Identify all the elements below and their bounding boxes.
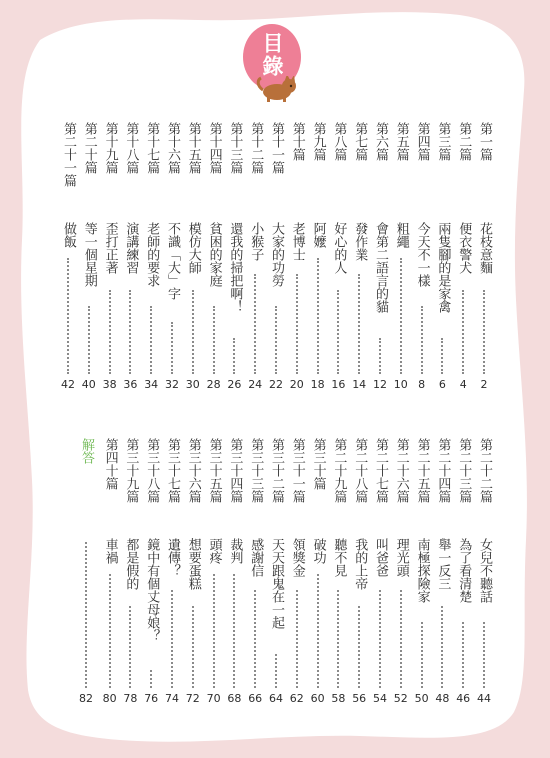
chapter-number: 第二十六篇 — [393, 438, 409, 503]
leader-dots — [171, 322, 173, 374]
chapter-title: 天天跟鬼在一起 — [269, 538, 284, 629]
chapter-number: 第三篇 — [435, 122, 451, 161]
chapter-number: 第三十三篇 — [248, 438, 264, 503]
chapter-title: 做飯 — [61, 222, 76, 248]
chapter-title: 都是假的 — [123, 538, 139, 590]
leader-dots — [150, 670, 152, 688]
chapter-title: 南極探險家 — [414, 538, 430, 603]
chapter-number: 第十九篇 — [102, 122, 118, 174]
chapter-number: 第七篇 — [352, 122, 368, 161]
page-number: 48 — [435, 692, 450, 705]
leader-dots — [337, 590, 339, 688]
chapter-title: 老博士 — [289, 222, 305, 261]
chapter-number: 第十二篇 — [248, 122, 264, 174]
chapter-title: 鏡中有個丈母娘？ — [144, 538, 160, 642]
page-number: 56 — [352, 692, 367, 705]
leader-dots — [85, 542, 87, 688]
page-number: 80 — [102, 692, 117, 705]
chapter-title: 還我的掃把啊！ — [227, 222, 243, 313]
leader-dots — [317, 574, 319, 688]
chapter-number: 第六篇 — [373, 122, 388, 161]
leader-dots — [483, 290, 485, 374]
chapter-number: 第二十篇 — [81, 122, 97, 174]
leader-dots — [379, 338, 381, 374]
leader-dots — [275, 306, 277, 374]
leader-dots — [213, 306, 215, 374]
page-number: 62 — [289, 692, 304, 705]
leader-dots — [358, 274, 360, 374]
leader-dots — [358, 606, 360, 688]
leader-dots — [379, 590, 381, 688]
chapter-number: 第五篇 — [393, 122, 409, 161]
page-number: 28 — [206, 378, 221, 391]
chapter-number: 第二十四篇 — [435, 438, 451, 503]
leader-dots — [254, 590, 256, 688]
cat-icon — [255, 76, 301, 102]
leader-dots — [275, 654, 277, 688]
chapter-title: 大家的功勞 — [269, 222, 284, 287]
chapter-number: 第三十八篇 — [144, 438, 160, 503]
page-number: 58 — [331, 692, 346, 705]
page-number: 44 — [477, 692, 491, 705]
chapter-number: 第一篇 — [477, 122, 492, 161]
leader-dots — [109, 290, 111, 374]
chapter-title: 領獎金 — [289, 538, 305, 577]
leader-dots — [192, 606, 194, 688]
page-number: 24 — [248, 378, 263, 391]
page-number: 20 — [289, 378, 304, 391]
page-number: 60 — [310, 692, 325, 705]
chapter-title: 感謝信 — [248, 538, 264, 577]
leader-dots — [317, 258, 319, 374]
chapter-title: 聽不見 — [331, 538, 347, 577]
page-number: 26 — [227, 378, 242, 391]
chapter-number: 第三十九篇 — [123, 438, 139, 503]
page-number: 30 — [185, 378, 200, 391]
leader-dots — [441, 606, 443, 688]
chapter-number: 第八篇 — [331, 122, 347, 161]
chapter-number: 第十七篇 — [144, 122, 160, 174]
page-number: 2 — [480, 378, 488, 391]
chapter-number: 第三十二篇 — [269, 438, 284, 503]
page-number: 70 — [206, 692, 221, 705]
chapter-number: 第三十一篇 — [289, 438, 305, 503]
chapter-title: 裁判 — [227, 538, 243, 564]
chapter-number: 第九篇 — [310, 122, 326, 161]
chapter-title: 破功 — [310, 538, 326, 564]
page-number: 42 — [61, 378, 75, 391]
chapter-number: 第十八篇 — [123, 122, 139, 174]
chapter-title: 遺傳？ — [165, 538, 180, 577]
chapter-number: 第十一篇 — [269, 122, 284, 174]
leader-dots — [296, 590, 298, 688]
chapter-title: 想要蛋糕 — [185, 538, 201, 590]
page-number: 50 — [414, 692, 429, 705]
chapter-number: 第二十八篇 — [352, 438, 368, 503]
chapter-number: 第二十五篇 — [414, 438, 430, 503]
chapter-number: 第十五篇 — [185, 122, 201, 174]
page-number: 74 — [165, 692, 179, 705]
leader-dots — [462, 622, 464, 688]
leader-dots — [233, 338, 235, 374]
leader-dots — [441, 338, 443, 374]
page-number: 14 — [352, 378, 367, 391]
page-number: 68 — [227, 692, 242, 705]
leader-dots — [171, 590, 173, 688]
page-number: 16 — [331, 378, 346, 391]
chapter-title: 演講練習 — [123, 222, 139, 274]
leader-dots — [109, 574, 111, 688]
chapter-title: 理光頭 — [393, 538, 409, 577]
chapter-title: 粗繩 — [393, 222, 409, 248]
chapter-title: 等一個星期 — [81, 222, 97, 287]
chapter-number: 第二十一篇 — [61, 122, 76, 187]
page-number: 12 — [373, 378, 387, 391]
chapter-number: 第三十篇 — [310, 438, 326, 490]
chapter-number: 第二十三篇 — [456, 438, 472, 503]
page-number: 64 — [269, 692, 283, 705]
page-number: 32 — [165, 378, 179, 391]
chapter-number: 第二十二篇 — [477, 438, 492, 503]
chapter-number: 第三十五篇 — [206, 438, 222, 503]
chapter-title: 兩隻腳的是家禽 — [435, 222, 451, 313]
chapter-number: 第十四篇 — [206, 122, 222, 174]
page-number: 10 — [393, 378, 408, 391]
chapter-number: 第十篇 — [289, 122, 305, 161]
chapter-number: 第四篇 — [414, 122, 430, 161]
chapter-title: 頭疼 — [206, 538, 222, 564]
chapter-title: 貧困的家庭 — [206, 222, 222, 287]
page-number: 78 — [123, 692, 138, 705]
page-number: 76 — [144, 692, 159, 705]
chapter-number: 第三十六篇 — [185, 438, 201, 503]
chapter-title: 花枝意麵 — [477, 222, 492, 274]
chapter-title: 為了看清楚 — [456, 538, 472, 603]
leader-dots — [67, 258, 69, 374]
page-number: 22 — [269, 378, 283, 391]
chapter-title: 發作業 — [352, 222, 368, 261]
leader-dots — [421, 622, 423, 688]
chapter-title: 不識「大」字 — [165, 222, 180, 300]
page-number: 66 — [248, 692, 263, 705]
leader-dots — [129, 606, 131, 688]
chapter-title: 好心的人 — [331, 222, 347, 274]
title-badge — [235, 20, 317, 104]
chapter-title: 舉一反三 — [435, 538, 451, 590]
chapter-title: 阿嬤 — [310, 222, 326, 248]
page-number: 36 — [123, 378, 138, 391]
page-number: 52 — [393, 692, 408, 705]
chapter-number: 第三十四篇 — [227, 438, 243, 503]
answer-label: 解答 — [79, 438, 94, 464]
leader-dots — [421, 306, 423, 374]
page-number: 4 — [459, 378, 467, 391]
leader-dots — [192, 290, 194, 374]
chapter-title: 便衣警犬 — [456, 222, 472, 274]
chapter-number: 第十六篇 — [165, 122, 180, 174]
page-number: 54 — [373, 692, 387, 705]
leader-dots — [233, 574, 235, 688]
page-number: 18 — [310, 378, 325, 391]
chapter-title: 女兒不聽話 — [477, 538, 492, 603]
chapter-title: 歪打正著 — [102, 222, 118, 274]
chapter-title: 老師的要求 — [144, 222, 160, 287]
chapter-title: 小猴子 — [248, 222, 264, 261]
chapter-title: 叫爸爸 — [373, 538, 388, 577]
chapter-number: 第二十九篇 — [331, 438, 347, 503]
chapter-number: 第二十七篇 — [373, 438, 388, 503]
leader-dots — [400, 590, 402, 688]
leader-dots — [462, 290, 464, 374]
page-number: 40 — [81, 378, 96, 391]
leader-dots — [213, 574, 215, 688]
page-number: 38 — [102, 378, 117, 391]
leader-dots — [129, 290, 131, 374]
leader-dots — [254, 274, 256, 374]
chapter-number: 第二篇 — [456, 122, 472, 161]
page-number: 72 — [185, 692, 200, 705]
page-number: 8 — [418, 378, 426, 391]
chapter-title: 模仿大師 — [185, 222, 201, 274]
chapter-number: 第三十七篇 — [165, 438, 180, 503]
chapter-number: 第十三篇 — [227, 122, 243, 174]
chapter-title: 會第二語言的貓 — [373, 222, 388, 313]
leader-dots — [337, 290, 339, 374]
chapter-title: 我的上帝 — [352, 538, 368, 590]
chapter-title: 車禍 — [102, 538, 118, 564]
leader-dots — [88, 306, 90, 374]
page-number: 46 — [456, 692, 471, 705]
leader-dots — [400, 258, 402, 374]
page-number: 82 — [79, 692, 93, 705]
leader-dots — [296, 274, 298, 374]
leader-dots — [150, 306, 152, 374]
page-number: 34 — [144, 378, 159, 391]
chapter-number: 第四十篇 — [102, 438, 118, 490]
page-number: 6 — [438, 378, 446, 391]
page-title: 目錄 — [260, 32, 284, 78]
leader-dots — [483, 622, 485, 688]
chapter-title: 今天不一樣 — [414, 222, 430, 287]
